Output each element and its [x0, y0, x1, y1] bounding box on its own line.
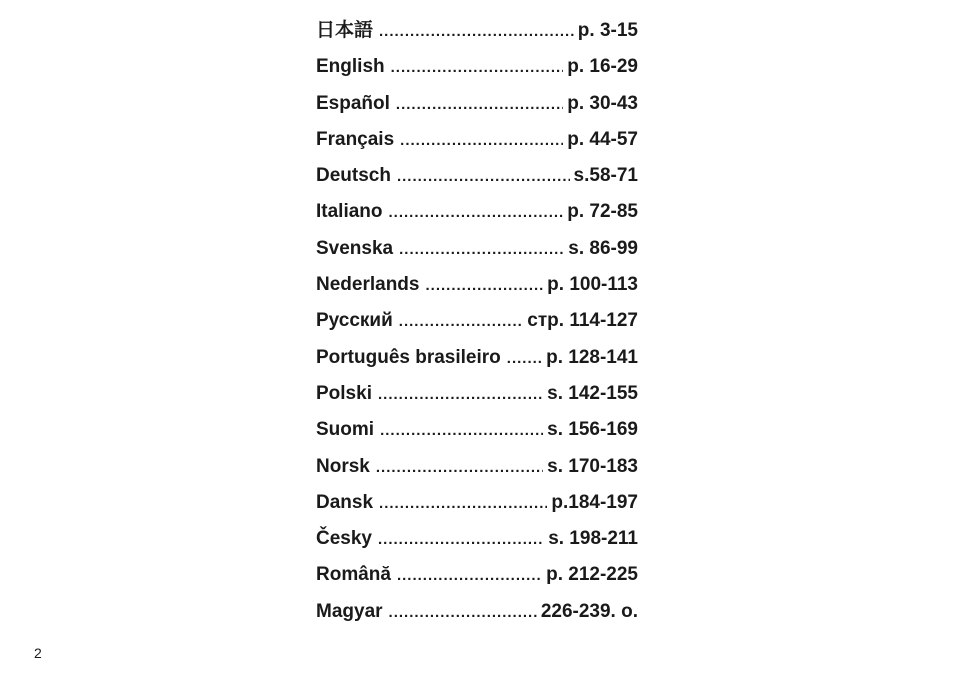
toc-entry-japanese[interactable] [316, 18, 638, 54]
toc-entry-finnish[interactable] [316, 417, 638, 453]
toc-entry-romanian[interactable] [316, 562, 638, 598]
dot-leader [397, 164, 570, 190]
toc-language-label: English [316, 56, 385, 78]
toc-page-range: p. 3-15 [577, 20, 638, 41]
toc-entry-german[interactable] [316, 163, 638, 199]
toc-entry-hungarian[interactable] [316, 599, 638, 635]
dot-leader [389, 600, 537, 626]
toc-entry-dutch[interactable] [316, 272, 638, 308]
toc-page-range: стр. 114-127 [527, 310, 638, 332]
dot-leader [379, 491, 547, 517]
dot-leader [399, 309, 524, 335]
dot-leader [397, 563, 542, 589]
toc-language-label: Português brasileiro [316, 346, 501, 368]
toc-language-label: Suomi [316, 419, 375, 441]
toc-page-range: 226-239. o. [540, 600, 638, 622]
toc-page-range: p. 44-57 [567, 128, 638, 150]
dot-leader [507, 346, 542, 372]
toc-language-label: Español [316, 92, 390, 114]
toc-language-label: Svenska [316, 237, 394, 259]
toc-language-label: Deutsch [316, 165, 391, 187]
dot-leader [389, 200, 564, 226]
toc-entry-swedish[interactable] [316, 236, 638, 272]
toc-language-label: Magyar [316, 600, 383, 622]
toc-entry-italian[interactable] [316, 199, 638, 235]
toc-entry-polish[interactable] [316, 381, 638, 417]
toc-page-range: p. 72-85 [567, 201, 638, 223]
dot-leader [379, 19, 574, 45]
toc-language-label: Français [316, 128, 395, 150]
toc-page-range: s. 142-155 [547, 382, 638, 404]
dot-leader [380, 418, 543, 444]
page-number: 2 [34, 645, 42, 661]
toc-page-range: s. 198-211 [548, 528, 638, 550]
toc-language-label: Polski [316, 382, 372, 404]
toc-page-range: s. 86-99 [568, 237, 638, 259]
dot-leader [391, 55, 564, 81]
toc-language-label: Română [316, 564, 391, 586]
toc-entry-french[interactable] [316, 127, 638, 163]
toc-entry-portuguese-brazil[interactable] [316, 345, 638, 381]
toc-entry-norwegian[interactable] [316, 454, 638, 490]
dot-leader [400, 128, 563, 154]
toc-page-range: p. 212-225 [546, 564, 638, 586]
toc-entry-english[interactable] [316, 54, 638, 90]
dot-leader [378, 527, 544, 553]
toc-language-label: 日本語 [316, 20, 374, 41]
toc-page-range: s.58-71 [573, 165, 638, 187]
toc-language-label: Italiano [316, 201, 383, 223]
toc-page-range: p.184-197 [551, 491, 638, 513]
toc-page-range: s. 170-183 [547, 455, 638, 477]
toc-page-range: p. 30-43 [567, 92, 638, 114]
toc-language-label: Česky [316, 528, 372, 550]
dot-leader [376, 455, 543, 481]
toc-page-range: p. 128-141 [546, 346, 638, 368]
toc-entry-spanish[interactable] [316, 91, 638, 127]
toc-language-label: Norsk [316, 455, 370, 477]
toc-language-label: Nederlands [316, 274, 420, 296]
toc-language-label: Русский [316, 310, 393, 332]
toc-language-label: Dansk [316, 491, 374, 513]
dot-leader [378, 382, 543, 408]
toc-entry-russian[interactable] [316, 308, 638, 344]
table-of-contents [316, 18, 638, 635]
toc-page-range: p. 16-29 [567, 56, 638, 78]
toc-entry-danish[interactable] [316, 490, 638, 526]
dot-leader [425, 273, 543, 299]
dot-leader [396, 92, 563, 118]
toc-page-range: s. 156-169 [547, 419, 638, 441]
dot-leader [399, 237, 564, 263]
toc-page-range: p. 100-113 [547, 274, 638, 296]
toc-entry-czech[interactable] [316, 526, 638, 562]
